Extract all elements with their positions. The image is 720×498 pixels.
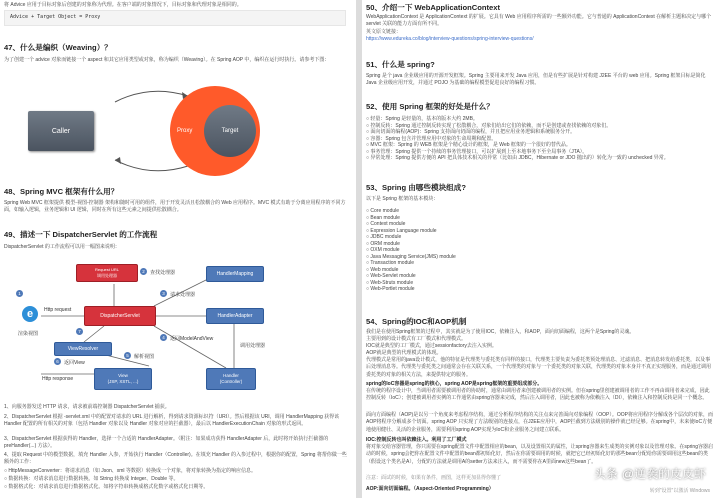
dispatcher-flow-diagram <box>14 256 314 394</box>
section-51-text: Spring 是个 java 企业级应用的开源开发框架。Spring 主要用来开发 Java 应用，但是有些扩展是针对构建 J2EE 平台的 web 应用。Spring 框架目标是简化 Java 企业级应用开发，并通过 POJO 为基础的编程模型促进良好的编程习惯。 <box>366 73 706 87</box>
watermark-author: @逆袭的皮皮虾 <box>621 467 706 481</box>
target-label: Target <box>221 128 239 134</box>
flow-label-2: 查找处理器 <box>150 270 176 276</box>
section-51-title: 51、什么是 spring? <box>366 60 435 69</box>
view-resolver-box: ViewResolver <box>54 342 112 356</box>
list-item: ○ Web-Struts module <box>366 279 414 286</box>
section-50-link[interactable]: https://www.edureka.co/blog/interview-questions/spring-interview-questions/ <box>366 36 534 42</box>
step-3: 3、DispatcherServlet 根据获得的 Handler，选择一个合适的 HandlerAdapter。（附注：如果成功获得 HandlerAdapter 后，此时将开始执行拦截器的 preHandler(...) 方法）。 <box>4 436 329 450</box>
section-54-p4: AOP就是典型的代理模式的体现。 <box>366 350 442 356</box>
list-item: ○ 控制反转：Spring 通过控制反转实现了松散耦合，对象们给出它们的依赖，而不是创建或查找依赖的对象们。 <box>366 122 612 129</box>
right-page <box>362 0 720 498</box>
watermark-brand: 头条 <box>593 467 618 481</box>
section-54-p6: spring的IoC容器是spring的核心，spring AOP是spring框架的重要组成部分。 <box>366 381 543 387</box>
list-item: ○ Web module <box>366 266 399 273</box>
section-54-note: 注意：面试的时候，如果有条件，画图，这样更加显得你懂了 <box>366 475 502 481</box>
section-52-list <box>366 116 669 162</box>
list-item: ○ Expression Language module <box>366 227 437 234</box>
weaving-diagram <box>20 82 320 180</box>
section-54-p8: 面向方面编程（AOP)是以另一个角度来考虑程序结构，通过分析程序结构的关注点来完善面向对象编程（OOP）。OOP将应用程序分解成各个层次的对象，而AOP将程序分解成多个切面。spring AOP 只实现了方法级别的连接点，在J2EE应用中，AOP拦截到方法级别的操作就已经足够。在spring中，未来使IoC方便地使用健壮、灵活的企业服务，需要利用spring AOP实现为IoC和企业服务之间建立联系。 <box>366 412 713 433</box>
list-item: ○ Web-Portlet module <box>366 286 415 292</box>
section-54-title: 54、Spring的IOC和AOP机制 <box>366 317 467 326</box>
section-53-intro: 以下是 Spring 框架的基本模块： <box>366 196 439 202</box>
flow-step-1: 1 <box>16 290 23 297</box>
flow-step-6: 6 <box>54 358 61 365</box>
handler-mapping-box: HandlerMapping <box>206 266 264 282</box>
list-item: ○ MVC 框架：Spring 的 WEB 框架是个精心设计的框架，是 Web 框架的一个很好的替代品。 <box>366 142 571 148</box>
section-53-list <box>366 208 456 293</box>
section-49-text: DispatcherServlet 的工作流程可以用一幅图来说明： <box>4 244 120 250</box>
flow-step-5: 5 <box>124 352 131 359</box>
browser-icon: e <box>22 306 38 322</box>
list-item: ○ JDBC module <box>366 234 402 240</box>
flow-step-4: 4 <box>160 334 167 341</box>
http-response-label: Http response <box>42 376 74 382</box>
list-item: ○ 异常处理：Spring 提供方便的 API 把具体技术相关的异常（比如由 JDBC，Hibernate or JDO 抛出的）转化为一致的 unchecked 异常。 <box>366 155 669 161</box>
caller-box <box>28 111 94 151</box>
section-54-p10: 将对象交给容器管理，你只需要在spring配置文件中配置相应的bean，以及设置相关的属性，让spring容器来生成类的实例对象以及管理对象。在spring容器启动的时候，spring会把你在配置文件中配置的bean都初始化好，然后在你需要调用的时候，就把它已经初始化好的那些bean分配给你需要调用这些bean的类（假设这个类名是A），分配的方法就是调用A的setter方法来注入，而不需要你在A里面new这些bean了。 <box>366 444 713 465</box>
section-50-en: 英文原文链接： <box>366 29 402 35</box>
section-54-p7: 在传统的程序设计中，当调用者需要被调用者的协助时，通常由调用者来创建被调用者的实例。但在spring里创建被调用者的工作不再由调用者来完成，因此控制反转（IoC）；创建被调用者实例的工作通常由spring容器来完成，然后注入调用者，因此也被称为依赖注入（DI），依赖注入和控制反转是同一个概念。 <box>366 388 710 402</box>
proxy-circle <box>170 86 260 176</box>
flow-label-7: 渲染视图 <box>18 331 39 337</box>
list-item: ○ 事务管理：Spring 提供一个持续的事务管理接口，可以扩展到上至本地事务下至全局事务（JTA）。 <box>366 148 588 155</box>
list-item: ○ 面向切面的编程(AOP)：Spring 支持面向切面的编程，并且把应用业务逻辑和系统服务分开。 <box>366 129 576 135</box>
section-54-p9: IOC:控制反转也叫依赖注入。利用了工厂模式 <box>366 437 467 443</box>
section-54-aop: AOP:面向切面编程。（Aspect-Oriented Programming） <box>366 486 494 492</box>
list-item: ○ 轻量：Spring 是轻量的，基本的版本大约 2MB。 <box>366 116 478 122</box>
list-item: ○ Java Messaging Service(JMS) module <box>366 253 456 260</box>
list-item: ○ Transaction module <box>366 260 415 266</box>
left-page <box>0 0 356 498</box>
activation-notice: 转到"设置"以激活 Windows <box>649 488 710 494</box>
proxy-label: Proxy <box>177 128 193 134</box>
step-1: 1、向服务器发送 HTTP 请求，请求被前端控制器 DispatcherServlet 捕获。 <box>4 404 170 410</box>
list-item: ○ Context module <box>366 221 406 227</box>
list-item: ○ OXM module <box>366 247 400 253</box>
flow-step-3: 3 <box>160 290 167 297</box>
section-54-p3: IOC就是典型的工厂模式，通过sessionfactory去注入实例。 <box>366 343 497 349</box>
list-item: ○ ORM module <box>366 240 400 247</box>
list-item: ○ Web-Servlet module <box>366 273 416 279</box>
dispatcher-servlet-box: DispatcherServlet <box>84 306 156 326</box>
code-block <box>4 10 346 26</box>
section-50-title: 50、介绍一下 WebApplicationContext <box>366 3 501 12</box>
section-50-text: WebApplicationContext 是 ApplicationContext 的扩展。它具有 Web 应用程序所需的一些额外功能。它与普通的 ApplicationContext 在解析主题和决定与哪个 servlet 关联的能力方面有所不同。 <box>366 14 712 28</box>
flow-call-label: 调用处理器 <box>240 343 266 349</box>
section-54-p5: 代理模式是常用的java设计模式，他的特征是代理类与委托类有同样的接口，代理类主要负责为委托类预处理消息、过滤消息、把消息转发给委托类，以及事后处理消息等。代理类与委托类之间通常会存在关联关系，一个代理类的对象与一个委托类的对象关联，代理类的对象本身并不真正实现服务，而是通过调用委托类的对象的相关方法，来提供特定的服务。 <box>366 357 712 378</box>
watermark <box>594 465 710 482</box>
flow-label-3: 请求处理器 <box>170 292 196 298</box>
list-item: ○ Bean module <box>366 214 400 221</box>
flow-label-5: 解析视图 <box>134 354 155 360</box>
flow-step-2: 2 <box>140 268 147 275</box>
list-item: ○ 容器：Spring 包含并管理应用中对象的生命周期和配置。 <box>366 135 497 142</box>
intro-line: 将 Advice 应用于目标对象后创建的对象称为代理。在客户端的对象情况下，目标对象和代理对象是相同的。 <box>4 2 242 8</box>
step-2: 2、DispatcherServlet 根据 -servlet.xml 中的配置对请求的 URL 进行解析，得到请求资源标识符（URI）。然后根据该 URI，调用 HandlerMapping 获得该 Handler 配置的所有相关的对象（包括 Handler 对象以及 Handler 对象对应的拦截器），最后以 HandlerExecutionChain 对象的形式返回。 <box>4 414 340 428</box>
list-item: ○ Core module <box>366 208 400 214</box>
section-53-title: 53、Spring 由哪些模块组成? <box>366 183 466 192</box>
section-49-title: 49、描述一下 DispatcherServlet 的工作流程 <box>4 230 158 239</box>
step-4a: ○ HttpMessageConverter：将请求消息（如 Json、xml 等数据）转换成一个对象，将对象转换为指定的响应信息。 <box>4 468 256 474</box>
handler-box: Handler (Controller) <box>206 368 256 390</box>
code-line: Advice + Target Object = Proxy <box>10 14 101 20</box>
section-48-text: Spring Web MVC 框架提供 模型-视图-控制器 架构和随时可用的组件，用于开发灵活且松散耦合的 Web 应用程序。MVC 模式有助于分离应用程序的不同方面，如输入逻辑，业务逻辑和 UI 逻辑，同时在所有这些元素之间提供松散耦合。 <box>4 200 346 214</box>
view-box: View (JSP, XSTL, ...) <box>94 368 152 390</box>
step-4b: ○ 数据转换：对请求消息进行数据转换。如 String 转换成 Integer、Double 等。 <box>4 476 179 482</box>
http-request-label: Http request <box>44 307 72 313</box>
target-circle <box>204 105 256 157</box>
flow-arrows <box>14 256 314 394</box>
step-4c: ○ 数据格式化：对请求消息进行数据格式化。如将字符串转换成格式化数字或格式化日期等。 <box>4 484 209 490</box>
section-47-text: 为了创建一个 advice 对象而链接一个 aspect 和其它应用类型或对象，称为编织（Weaving）。在 Spring AOP 中，编织在运行时执行。请参考下图： <box>4 57 330 63</box>
step-4: 4、提取 Request 中的模型数据，填充 Handler 入参，开始执行 Handler（Controller)。在填充 Handler 的入参过程中，根据你的配置，Spring 将帮你做一些额外的工作： <box>4 452 347 466</box>
section-52-title: 52、使用 Spring 框架的好处是什么？ <box>366 102 494 111</box>
flow-label-4: 返回ModelAndView <box>170 336 214 342</box>
flow-step-7: 7 <box>76 328 83 335</box>
section-54-p2: 主要用到的设计模式有工厂模式和代理模式。 <box>366 336 467 342</box>
flow-label-6: 返回View <box>64 360 85 366</box>
caller-label: Caller <box>51 127 71 135</box>
section-54-p1: 我们是在使用Spring框架的过程中，其实就是为了使用IOC，依赖注入，和AOP，面向切面编程，这两个是Spring的灵魂。 <box>366 329 635 335</box>
section-47-title: 47、什么是编织（Weaving）？ <box>4 43 112 52</box>
handler-adapter-box: HandlerAdapter <box>206 308 264 324</box>
request-url-box: Request URL 调用处理器 <box>76 264 138 282</box>
section-48-title: 48、Spring MVC 框架有什么用？ <box>4 187 119 196</box>
